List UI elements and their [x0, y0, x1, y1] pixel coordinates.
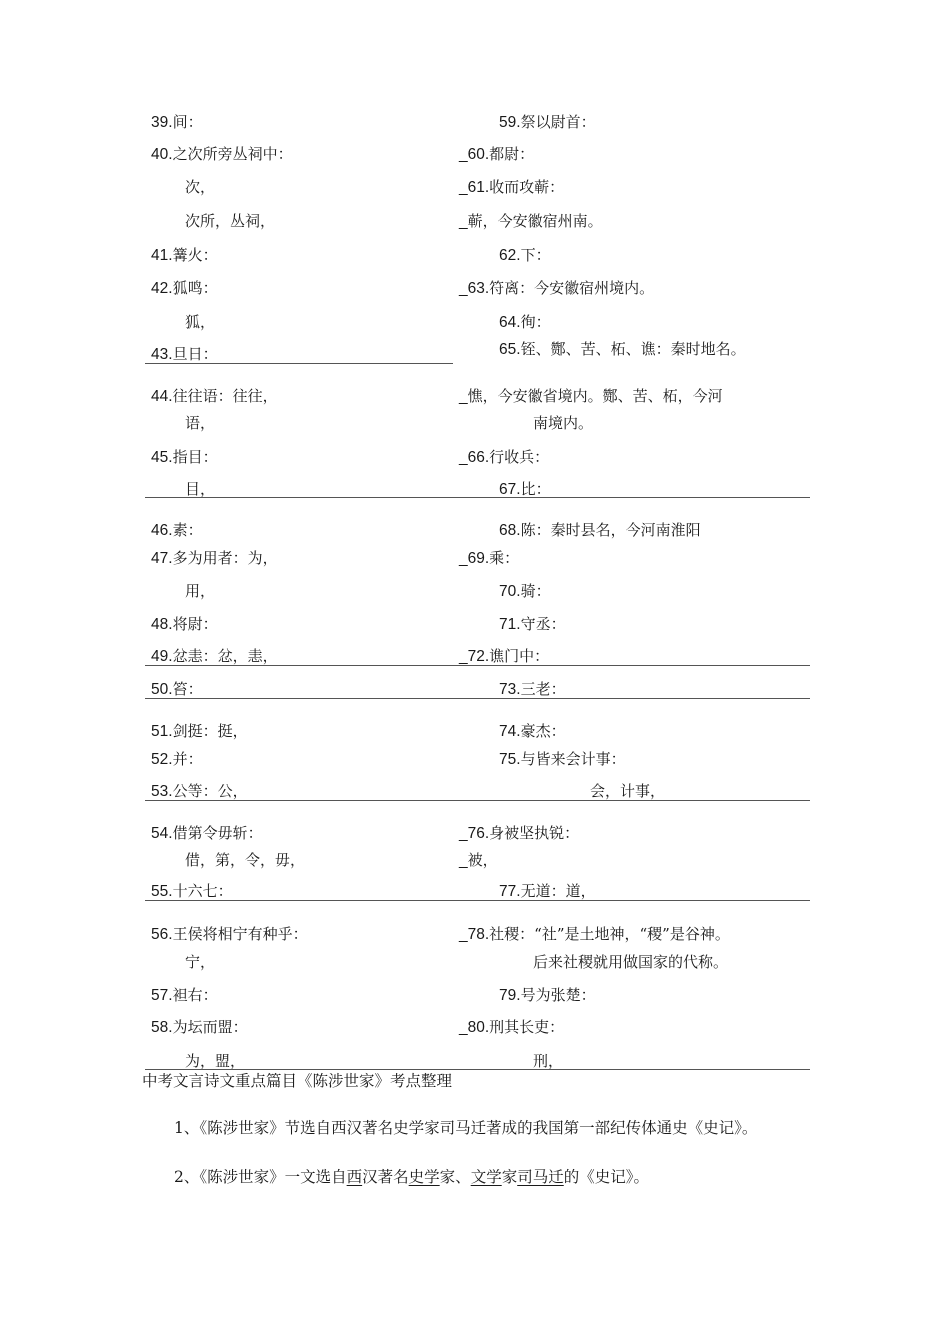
entry-40-sub-2: 次所，丛祠， — [185, 212, 276, 230]
section-title: 中考文言诗文重点篇目《陈涉世家》考点整理 — [142, 1072, 453, 1090]
divider-line — [145, 900, 810, 901]
entry-42-sub: 狐， — [185, 313, 216, 331]
entry-65: 65.铚、酂、苦、柘、谯：秦时地名。 — [499, 340, 746, 358]
entry-40-sub-1: 次， — [185, 178, 216, 196]
entry-66: _66.行收兵： — [459, 448, 550, 466]
divider-line — [145, 1069, 810, 1070]
entry-74: 74.豪杰： — [499, 722, 566, 740]
entry-43: 43.旦日： — [151, 345, 218, 363]
entry-78-sub: 后来社稷就用做国家的代称。 — [533, 953, 729, 971]
entry-64: 64.徇： — [499, 313, 551, 331]
entry-63: _63.符离：今安徽宿州境内。 — [459, 279, 655, 297]
entry-76: _76.身被坚执锐： — [459, 824, 580, 842]
entry-76-sub: _被， — [459, 851, 498, 869]
entry-58: 58.为坛而盟： — [151, 1018, 248, 1036]
entry-44-sub: 语， — [185, 414, 216, 432]
entry-61-sub: _蕲，今安徽宿州南。 — [459, 212, 603, 230]
entry-47: 47.多为用者：为， — [151, 549, 278, 567]
entry-73: 73.三老： — [499, 680, 566, 698]
entry-80: _80.刑其长吏： — [459, 1018, 565, 1036]
entry-51: 51.剑挺：挺， — [151, 722, 248, 740]
entry-44: 44.往往语：往往， — [151, 387, 278, 405]
entry-54: 54.借第令毋斩： — [151, 824, 263, 842]
entry-61: _61.收而攻蕲： — [459, 178, 565, 196]
entry-45: 45.指目： — [151, 448, 218, 466]
entry-77: 77.无道：道， — [499, 882, 596, 900]
entry-53: 53.公等：公， — [151, 782, 248, 800]
entry-49: 49.忿恚：忿，恚， — [151, 647, 278, 665]
note-1: 1、《陈涉世家》节选自西汉著名史学家司马迁著成的我国第一部纪传体通史《史记》。 — [174, 1119, 758, 1137]
entry-56-sub: 宁， — [185, 953, 216, 971]
entry-40: 40.之次所旁丛祠中： — [151, 145, 293, 163]
entry-65-sub-2: 南境内。 — [533, 414, 594, 432]
entry-65-sub-1: _憔，今安徽省境内。酂、苦、柘，今河 — [459, 387, 723, 405]
entry-62: 62.下： — [499, 246, 551, 264]
entry-70: 70.骑： — [499, 582, 551, 600]
entry-42: 42.狐鸣： — [151, 279, 218, 297]
entry-60: _60.都尉： — [459, 145, 535, 163]
entry-58-sub: 为，盟， — [185, 1052, 246, 1070]
divider-line — [145, 800, 810, 801]
entry-68: 68.陈：秦时县名，今河南淮阳 — [499, 521, 701, 539]
entry-59: 59.祭以尉首： — [499, 113, 596, 131]
entry-57: 57.袒右： — [151, 986, 218, 1004]
note-2: 2、《陈涉世家》一文选自西汉著名史学家、文学家司马迁的《史记》。 — [174, 1168, 649, 1186]
divider-line — [145, 363, 453, 364]
entry-78: _78.社稷：“社”是土地神，“稷”是谷神。 — [459, 925, 730, 943]
entry-54-sub: 借，第，令，毋， — [185, 851, 306, 869]
entry-48: 48.将尉： — [151, 615, 218, 633]
entry-41: 41.篝火： — [151, 246, 218, 264]
entry-71: 71.守丞： — [499, 615, 566, 633]
entry-45-sub: 目， — [185, 480, 216, 498]
entry-47-sub: 用， — [185, 582, 216, 600]
entry-67: 67.比： — [499, 480, 551, 498]
entry-46: 46.素： — [151, 521, 203, 539]
entry-56: 56.王侯将相宁有种乎： — [151, 925, 308, 943]
entry-75: 75.与皆来会计事： — [499, 750, 626, 768]
entry-75-sub: 会，计事， — [590, 782, 666, 800]
entry-55: 55.十六七： — [151, 882, 233, 900]
divider-line — [145, 698, 810, 699]
entry-80-sub: 刑， — [533, 1052, 564, 1070]
divider-line — [145, 497, 810, 498]
entry-72: _72.谯门中： — [459, 647, 550, 665]
entry-39: 39.间： — [151, 113, 203, 131]
entry-79: 79.号为张楚： — [499, 986, 596, 1004]
entry-69: _69.乘： — [459, 549, 520, 567]
entry-52: 52.并： — [151, 750, 203, 768]
entry-50: 50.笞： — [151, 680, 203, 698]
